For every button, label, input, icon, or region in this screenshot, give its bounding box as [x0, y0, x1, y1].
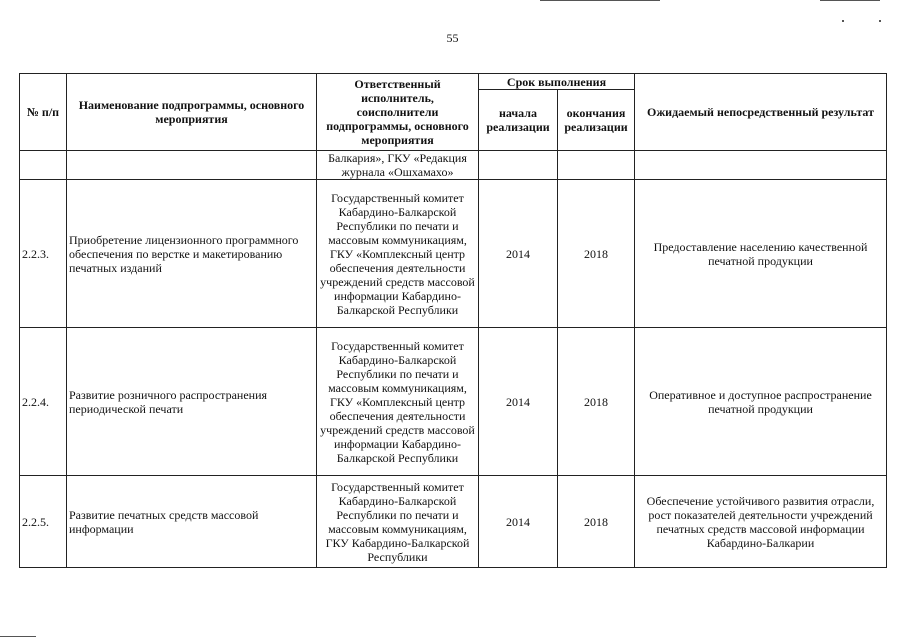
row-start: 2014	[479, 476, 558, 568]
header-period: Срок выполнения	[479, 74, 635, 90]
table-header-row	[20, 74, 887, 90]
row-number: 2.2.3.	[20, 180, 67, 328]
scan-artifact-line	[820, 0, 880, 1]
row-result: Предоставление населению качественной печатной продукции	[635, 180, 887, 328]
program-activities-table	[19, 73, 887, 568]
header-result: Ожидаемый непосредственный результат	[635, 74, 887, 151]
header-end: окончания реализации	[558, 90, 635, 151]
table-row	[20, 476, 887, 568]
row-start: 2014	[479, 328, 558, 476]
row-number: 2.2.4.	[20, 328, 67, 476]
row-end: 2018	[558, 476, 635, 568]
row-result: Обеспечение устойчивого развития отрасли, рост показателей деятельности учреждений печатных средств массовой информации Кабардино-Балкарии	[635, 476, 887, 568]
row-end: 2018	[558, 328, 635, 476]
row-executor: Государственный комитет Кабардино-Балкарской Республики по печати и массовым коммуникациям, ГКУ «Комплексный центр обеспечения деятельности учреждений средств массовой информации Кабардино-Балкарской Республики	[317, 328, 479, 476]
row-executor: Государственный комитет Кабардино-Балкарской Республики по печати и массовым коммуникациям, ГКУ «Комплексный центр обеспечения деятельности учреждений средств массовой информации Кабардино-Балкарской Республики	[317, 180, 479, 328]
row-end	[558, 151, 635, 180]
table-row	[20, 151, 887, 180]
scan-artifact-line	[540, 0, 660, 1]
row-name	[67, 151, 317, 180]
header-number: № п/п	[20, 74, 67, 151]
row-result	[635, 151, 887, 180]
header-executor: Ответственный исполнитель, соисполнители подпрограммы, основного мероприятия	[317, 74, 479, 151]
row-number: 2.2.5.	[20, 476, 67, 568]
row-start: 2014	[479, 180, 558, 328]
row-result: Оперативное и доступное распространение печатной продукции	[635, 328, 887, 476]
row-executor: Государственный комитет Кабардино-Балкарской Республики по печати и массовым коммуникациям, ГКУ Кабардино-Балкарской Республики	[317, 476, 479, 568]
row-executor: Балкария», ГКУ «Редакция журнала «Ошхамахо»	[317, 151, 479, 180]
table-row	[20, 180, 887, 328]
page-number: 55	[446, 31, 459, 45]
row-start	[479, 151, 558, 180]
table-row	[20, 328, 887, 476]
header-name: Наименование подпрограммы, основного мероприятия	[67, 74, 317, 151]
scan-artifact-dot	[879, 20, 881, 22]
row-end: 2018	[558, 180, 635, 328]
row-name: Развитие печатных средств массовой информации	[67, 476, 317, 568]
header-start: начала реализации	[479, 90, 558, 151]
row-number	[20, 151, 67, 180]
row-name: Приобретение лицензионного программного обеспечения по верстке и макетированию печатных изданий	[67, 180, 317, 328]
scan-artifact-line	[0, 636, 36, 637]
row-name: Развитие розничного распространения периодической печати	[67, 328, 317, 476]
scan-artifact-dot	[842, 20, 844, 22]
